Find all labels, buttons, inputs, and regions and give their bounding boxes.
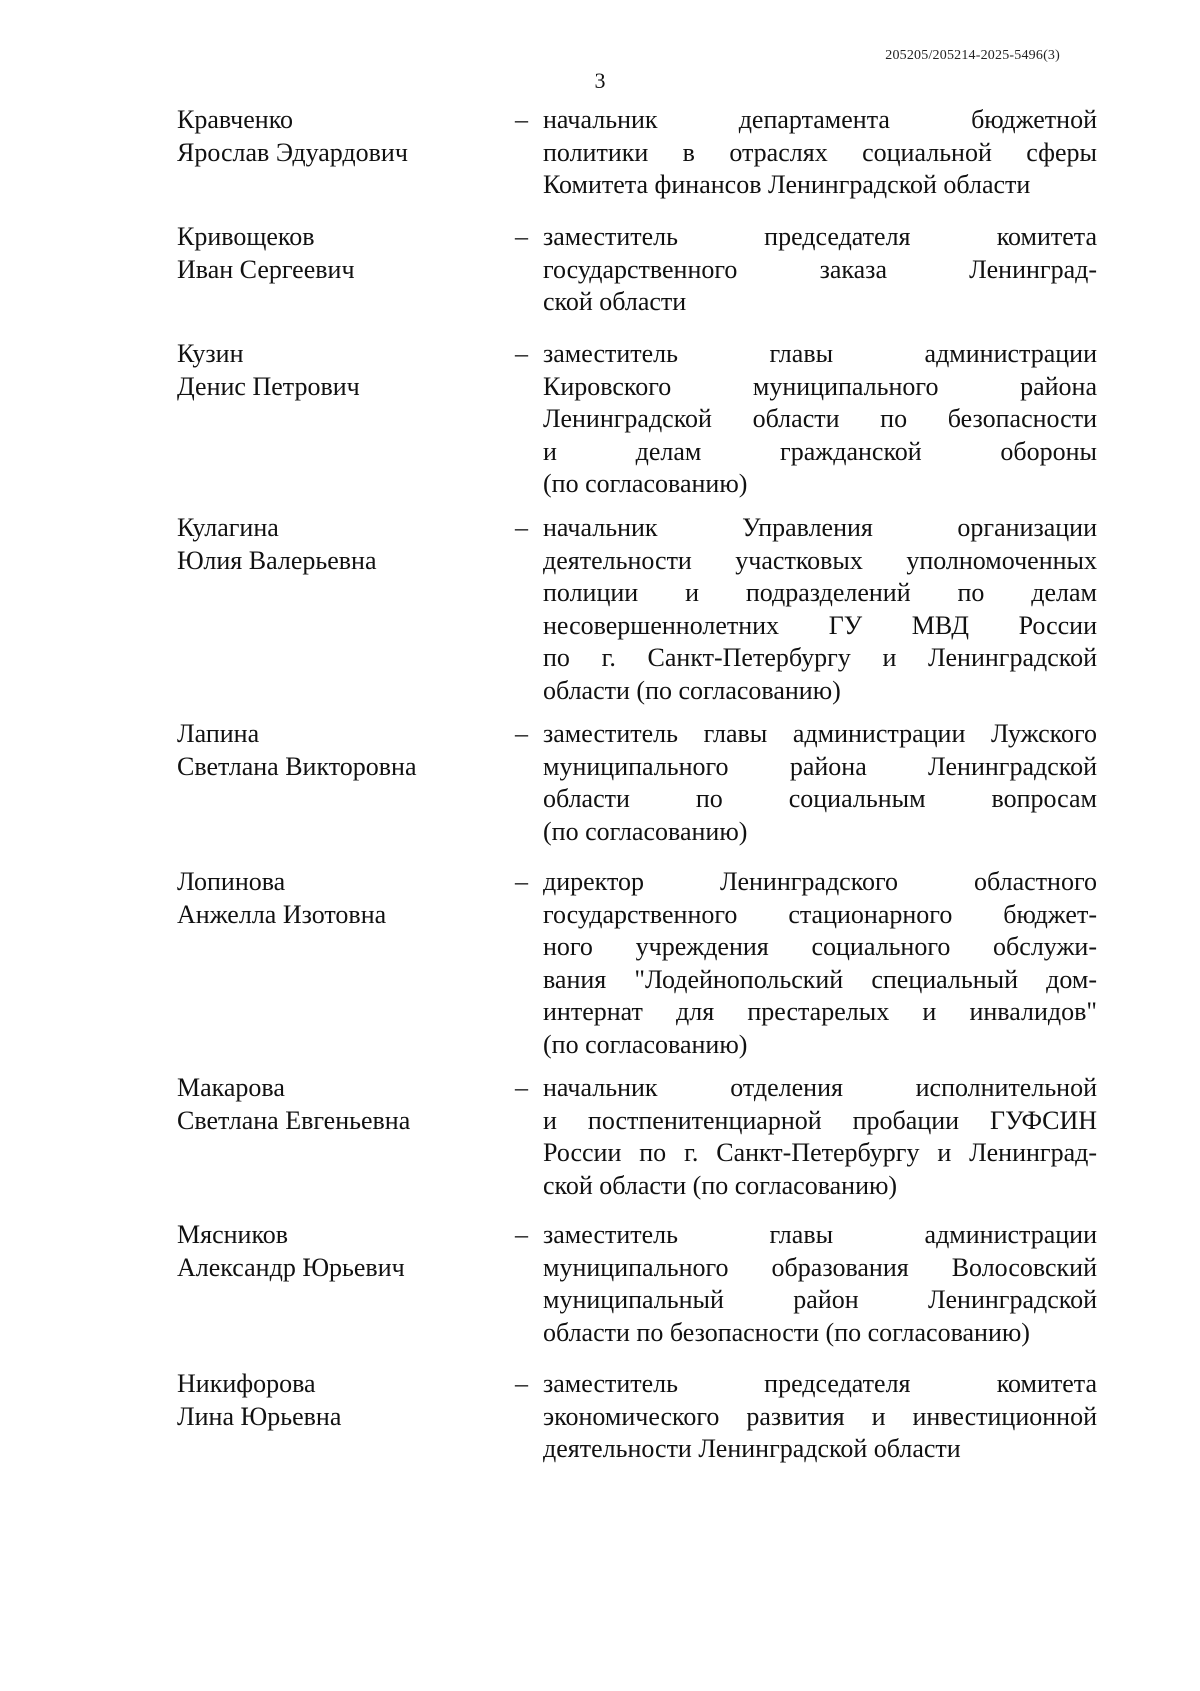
role-line: области по социальным вопросам [543,784,1097,813]
separator-dash: – [515,513,528,542]
member-name [177,221,497,286]
role-line: Кировского муниципального района [543,371,1097,401]
member-name [177,512,497,577]
role-line: области по безопасности (по согласованию) [543,1317,1030,1347]
role-line: деятельности Ленинградской области [543,1434,961,1463]
role-line: муниципального района Ленинградской [543,751,1097,781]
separator-dash: – [515,867,528,896]
role-line: (по согласованию) [543,816,748,846]
member-role [543,221,1097,319]
role-line: (по согласованию) [543,1029,748,1059]
member-role [543,718,1097,848]
document-registration-number: 205205/205214-2025-5496(3) [885,48,1060,63]
role-line: государственного заказа Ленинград- [543,254,1097,284]
member-role [543,512,1097,707]
member-given-names: Ярослав Эдуардович [177,137,408,167]
role-line: государственного стационарного бюджет- [543,899,1097,929]
member-role [543,1072,1097,1202]
member-name [177,338,497,403]
role-line: муниципального образования Волосовский [543,1252,1097,1282]
member-name [177,866,497,931]
separator-dash: – [515,222,528,251]
member-given-names: Денис Петрович [177,371,360,401]
member-name [177,1219,497,1284]
member-surname: Лапина [177,719,260,748]
member-name [177,1368,497,1433]
role-line: полиции и подразделений по делам [543,578,1097,607]
page-number: 3 [594,68,606,93]
role-line: интернат для престарелых и инвалидов" [543,997,1097,1026]
separator-dash: – [515,1073,528,1102]
member-role [543,104,1097,202]
role-line: вания "Лодейнопольский специальный дом- [543,964,1097,994]
role-line: и делам гражданской обороны [543,436,1097,466]
role-line: политики в отраслях социальной сферы [543,137,1097,167]
role-line: ской области [543,287,687,316]
member-given-names: Александр Юрьевич [177,1252,405,1282]
role-line: заместитель председателя комитета [543,222,1097,251]
role-line: ного учреждения социального обслужи- [543,932,1097,961]
role-line: и постпенитенциарной пробации ГУФСИН [543,1105,1097,1135]
member-surname: Макарова [177,1073,285,1102]
role-line: Комитета финансов Ленинградской области [543,170,1031,199]
role-line: Ленинградской области по безопасности [543,404,1097,433]
member-role [543,1368,1097,1466]
separator-dash: – [515,1369,528,1398]
member-surname: Никифорова [177,1369,316,1398]
member-surname: Лопинова [177,867,286,896]
member-surname: Кривощеков [177,222,315,251]
member-role [543,338,1097,501]
separator-dash: – [515,105,528,134]
role-line: экономического развития и инвестиционной [543,1401,1097,1431]
separator-dash: – [515,719,528,748]
role-line: (по согласованию) [543,469,748,498]
member-surname: Мясников [177,1220,289,1249]
role-line: заместитель главы администрации [543,1220,1097,1249]
member-given-names: Юлия Валерьевна [177,545,377,575]
member-name [177,104,497,169]
member-name [177,1072,497,1137]
role-line: начальник Управления организации [543,513,1097,542]
role-line: ской области (по согласованию) [543,1170,898,1200]
role-line: начальник отделения исполнительной [543,1073,1097,1102]
role-line: деятельности участковых уполномоченных [543,545,1097,575]
role-line: муниципальный район Ленинградской [543,1285,1097,1314]
member-given-names: Светлана Викторовна [177,751,417,781]
role-line: области (по согласованию) [543,675,841,705]
member-role [543,1219,1097,1349]
role-line: начальник департамента бюджетной [543,105,1097,134]
member-given-names: Иван Сергеевич [177,254,355,284]
role-line: заместитель главы администрации [543,339,1097,368]
role-line: заместитель главы администрации Лужского [543,719,1097,748]
member-given-names: Анжелла Изотовна [177,899,387,929]
separator-dash: – [515,339,528,368]
separator-dash: – [515,1220,528,1249]
member-surname: Кравченко [177,105,294,134]
role-line: России по г. Санкт-Петербургу и Ленинград- [543,1138,1097,1167]
role-line: заместитель председателя комитета [543,1369,1097,1398]
role-line: по г. Санкт-Петербургу и Ленинградской [543,643,1097,672]
member-role [543,866,1097,1061]
role-line: директор Ленинградского областного [543,867,1097,896]
member-surname: Кулагина [177,513,279,542]
member-given-names: Светлана Евгеньевна [177,1105,411,1135]
member-surname: Кузин [177,339,244,368]
member-name [177,718,497,783]
member-given-names: Лина Юрьевна [177,1401,342,1431]
role-line: несовершеннолетних ГУ МВД России [543,610,1097,640]
